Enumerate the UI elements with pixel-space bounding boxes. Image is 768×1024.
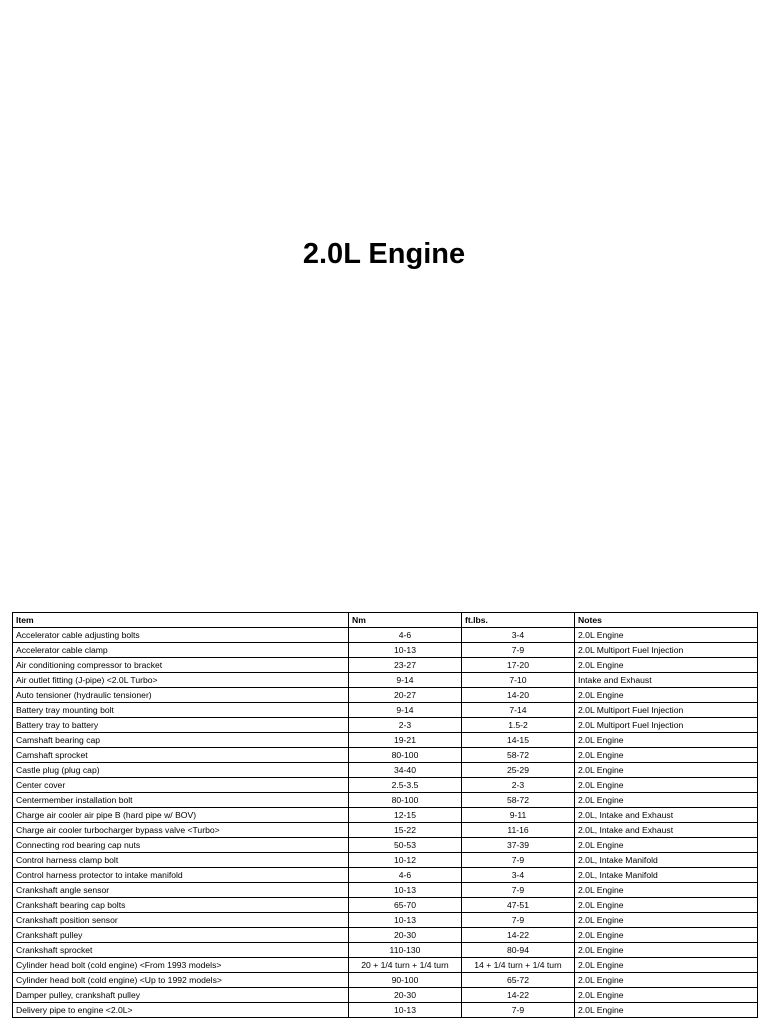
cell-ftlbs: 14-15 [462, 733, 575, 748]
cell-nm: 19-21 [349, 733, 462, 748]
cell-ftlbs: 47-51 [462, 898, 575, 913]
cell-item: Camshaft bearing cap [13, 733, 349, 748]
cell-notes: 2.0L, Intake and Exhaust [575, 823, 758, 838]
cell-item: Control harness protector to intake manifold [13, 868, 349, 883]
cell-item: Crankshaft position sensor [13, 913, 349, 928]
cell-nm: 80-100 [349, 748, 462, 763]
cell-nm: 23-27 [349, 658, 462, 673]
cell-ftlbs: 14-22 [462, 988, 575, 1003]
cell-notes: 2.0L, Intake Manifold [575, 853, 758, 868]
cell-item: Auto tensioner (hydraulic tensioner) [13, 688, 349, 703]
table-row [13, 763, 758, 778]
cell-item: Accelerator cable adjusting bolts [13, 628, 349, 643]
cell-ftlbs: 7-9 [462, 913, 575, 928]
cell-notes: 2.0L Engine [575, 733, 758, 748]
table-body [13, 628, 758, 1018]
cell-nm: 90-100 [349, 973, 462, 988]
cell-item: Center cover [13, 778, 349, 793]
table-row [13, 838, 758, 853]
cell-nm: 10-13 [349, 913, 462, 928]
cell-ftlbs: 7-10 [462, 673, 575, 688]
table-row [13, 733, 758, 748]
cell-item: Crankshaft angle sensor [13, 883, 349, 898]
cell-ftlbs: 2-3 [462, 778, 575, 793]
table-row [13, 853, 758, 868]
page-title: 2.0L Engine [302, 238, 466, 270]
cell-ftlbs: 7-9 [462, 1003, 575, 1018]
cell-nm: 20 + 1/4 turn + 1/4 turn [349, 958, 462, 973]
cell-item: Camshaft sprocket [13, 748, 349, 763]
cell-notes: Intake and Exhaust [575, 673, 758, 688]
table-row [13, 658, 758, 673]
cell-item: Charge air cooler air pipe B (hard pipe w/ BOV) [13, 808, 349, 823]
cell-nm: 20-27 [349, 688, 462, 703]
cell-nm: 9-14 [349, 703, 462, 718]
cell-item: Crankshaft pulley [13, 928, 349, 943]
cell-notes: 2.0L Engine [575, 928, 758, 943]
cell-notes: 2.0L Engine [575, 883, 758, 898]
cell-nm: 12-15 [349, 808, 462, 823]
table-row [13, 1003, 758, 1018]
table-row [13, 748, 758, 763]
table-row [13, 808, 758, 823]
header-item: Item [13, 613, 349, 628]
cell-notes: 2.0L Multiport Fuel Injection [575, 718, 758, 733]
cell-notes: 2.0L Multiport Fuel Injection [575, 643, 758, 658]
table-row [13, 793, 758, 808]
table-row [13, 778, 758, 793]
cell-notes: 2.0L, Intake and Exhaust [575, 808, 758, 823]
cell-nm: 10-12 [349, 853, 462, 868]
cell-item: Crankshaft bearing cap bolts [13, 898, 349, 913]
cell-nm: 65-70 [349, 898, 462, 913]
cell-item: Centermember installation bolt [13, 793, 349, 808]
cell-notes: 2.0L Engine [575, 658, 758, 673]
cell-notes: 2.0L Engine [575, 1003, 758, 1018]
cell-notes: 2.0L, Intake Manifold [575, 868, 758, 883]
header-notes: Notes [575, 613, 758, 628]
cell-ftlbs: 14-20 [462, 688, 575, 703]
table-row [13, 868, 758, 883]
table-row [13, 718, 758, 733]
cell-nm: 4-6 [349, 628, 462, 643]
table-row [13, 823, 758, 838]
cell-nm: 2.5-3.5 [349, 778, 462, 793]
cell-item: Damper pulley, crankshaft pulley [13, 988, 349, 1003]
cell-nm: 20-30 [349, 988, 462, 1003]
cell-notes: 2.0L Engine [575, 778, 758, 793]
cell-nm: 34-40 [349, 763, 462, 778]
cell-notes: 2.0L Engine [575, 943, 758, 958]
cell-ftlbs: 58-72 [462, 748, 575, 763]
cell-notes: 2.0L Multiport Fuel Injection [575, 703, 758, 718]
cell-ftlbs: 3-4 [462, 628, 575, 643]
header-ftlbs: ft.lbs. [462, 613, 575, 628]
cell-ftlbs: 37-39 [462, 838, 575, 853]
cell-ftlbs: 3-4 [462, 868, 575, 883]
cell-item: Battery tray mounting bolt [13, 703, 349, 718]
cell-ftlbs: 58-72 [462, 793, 575, 808]
cell-item: Cylinder head bolt (cold engine) <Up to 1992 models> [13, 973, 349, 988]
table-row [13, 628, 758, 643]
cell-item: Battery tray to battery [13, 718, 349, 733]
table-row [13, 928, 758, 943]
table-row [13, 943, 758, 958]
cell-ftlbs: 14 + 1/4 turn + 1/4 turn [462, 958, 575, 973]
cell-item: Delivery pipe to engine <2.0L> [13, 1003, 349, 1018]
table-row [13, 688, 758, 703]
cell-item: Crankshaft sprocket [13, 943, 349, 958]
cell-notes: 2.0L Engine [575, 628, 758, 643]
cell-ftlbs: 7-9 [462, 883, 575, 898]
cell-ftlbs: 1.5-2 [462, 718, 575, 733]
torque-spec-table [12, 612, 758, 1018]
cell-nm: 4-6 [349, 868, 462, 883]
cell-nm: 80-100 [349, 793, 462, 808]
cell-item: Connecting rod bearing cap nuts [13, 838, 349, 853]
cell-ftlbs: 9-11 [462, 808, 575, 823]
cell-ftlbs: 11-16 [462, 823, 575, 838]
cell-ftlbs: 7-9 [462, 853, 575, 868]
table-row [13, 958, 758, 973]
cell-item: Castle plug (plug cap) [13, 763, 349, 778]
cell-nm: 2-3 [349, 718, 462, 733]
cell-ftlbs: 7-9 [462, 643, 575, 658]
cell-notes: 2.0L Engine [575, 763, 758, 778]
cell-item: Accelerator cable clamp [13, 643, 349, 658]
table-row [13, 973, 758, 988]
cell-notes: 2.0L Engine [575, 973, 758, 988]
cell-nm: 10-13 [349, 643, 462, 658]
cell-ftlbs: 80-94 [462, 943, 575, 958]
cell-ftlbs: 65-72 [462, 973, 575, 988]
cell-notes: 2.0L Engine [575, 988, 758, 1003]
table-row [13, 883, 758, 898]
cell-nm: 110-130 [349, 943, 462, 958]
table-row [13, 988, 758, 1003]
cell-nm: 10-13 [349, 883, 462, 898]
table-row [13, 643, 758, 658]
cell-nm: 20-30 [349, 928, 462, 943]
table-row [13, 673, 758, 688]
cell-ftlbs: 14-22 [462, 928, 575, 943]
cell-item: Air conditioning compressor to bracket [13, 658, 349, 673]
cell-notes: 2.0L Engine [575, 838, 758, 853]
cell-ftlbs: 17-20 [462, 658, 575, 673]
table-header-row [13, 613, 758, 628]
cell-notes: 2.0L Engine [575, 688, 758, 703]
cell-ftlbs: 25-29 [462, 763, 575, 778]
cell-nm: 50-53 [349, 838, 462, 853]
cell-ftlbs: 7-14 [462, 703, 575, 718]
cell-item: Cylinder head bolt (cold engine) <From 1993 models> [13, 958, 349, 973]
cell-item: Air outlet fitting (J-pipe) <2.0L Turbo> [13, 673, 349, 688]
cell-nm: 10-13 [349, 1003, 462, 1018]
cell-notes: 2.0L Engine [575, 913, 758, 928]
cell-notes: 2.0L Engine [575, 793, 758, 808]
cell-notes: 2.0L Engine [575, 898, 758, 913]
header-nm: Nm [349, 613, 462, 628]
table-row [13, 913, 758, 928]
cell-item: Control harness clamp bolt [13, 853, 349, 868]
cell-nm: 15-22 [349, 823, 462, 838]
cell-notes: 2.0L Engine [575, 958, 758, 973]
cell-nm: 9-14 [349, 673, 462, 688]
cell-item: Charge air cooler turbocharger bypass valve <Turbo> [13, 823, 349, 838]
table-row [13, 898, 758, 913]
table-row [13, 703, 758, 718]
cell-notes: 2.0L Engine [575, 748, 758, 763]
